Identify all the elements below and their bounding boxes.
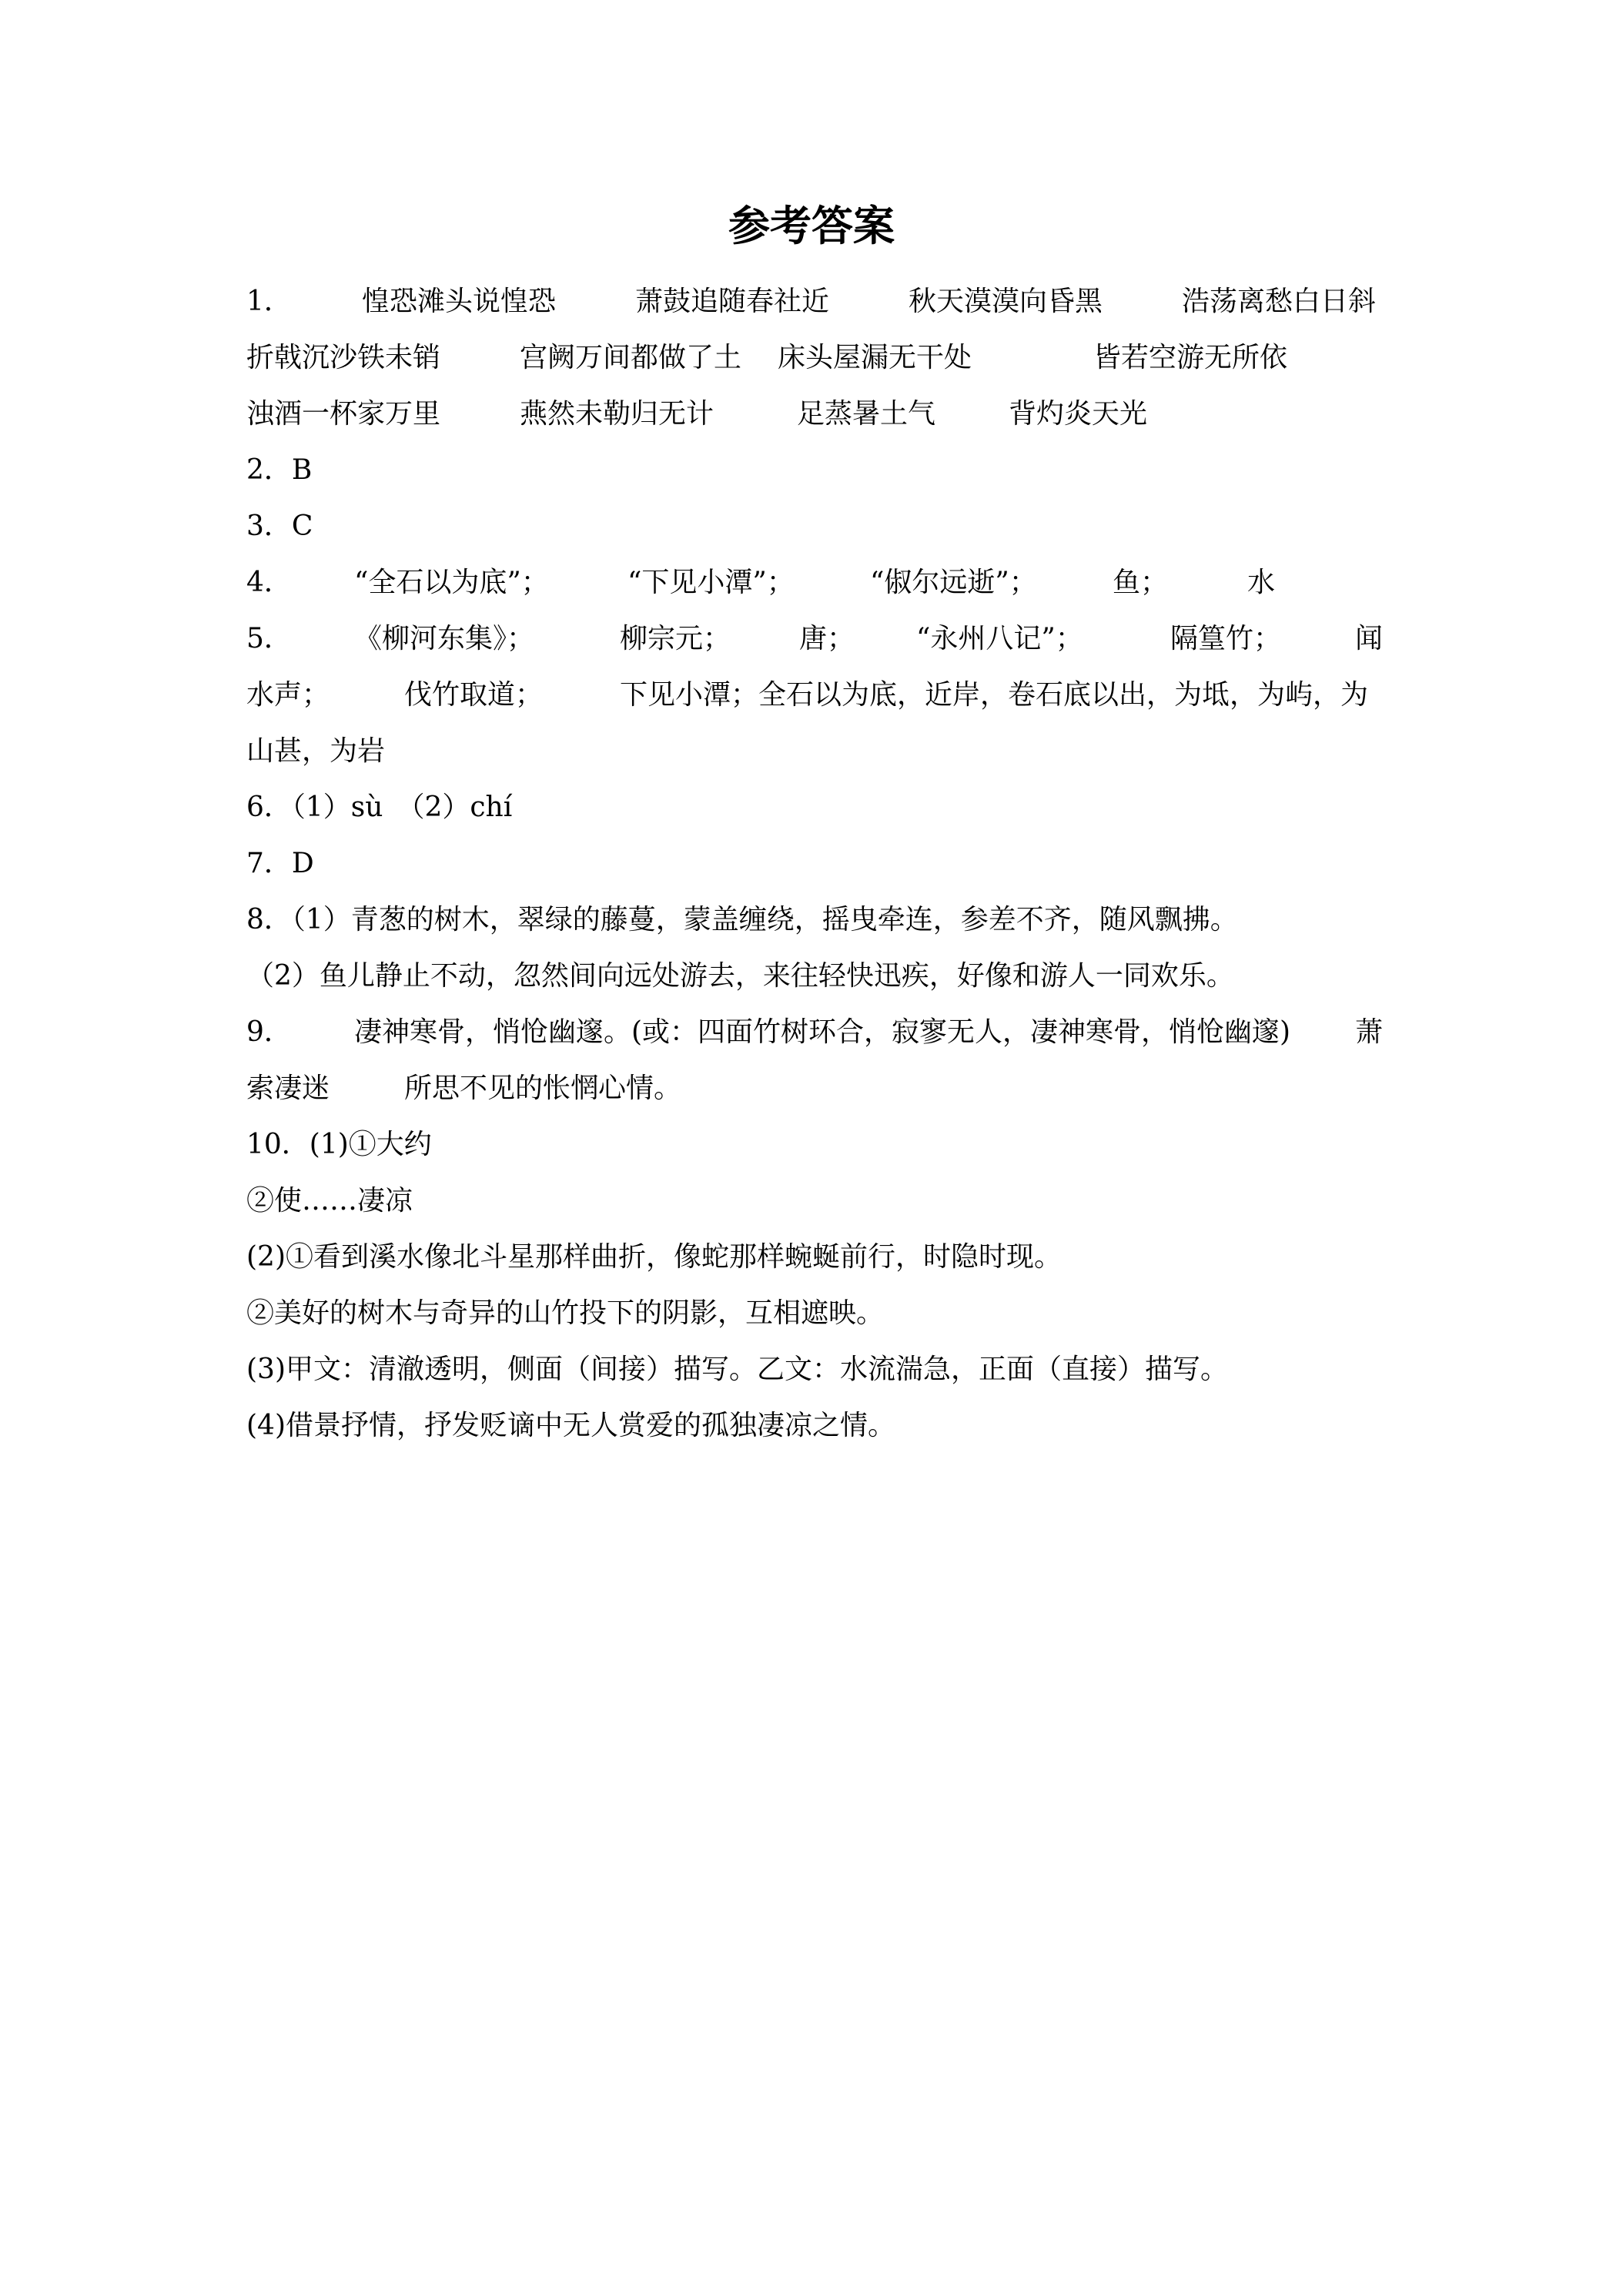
answer-item: 萧 (1355, 1016, 1384, 1048)
answer-item: 萧鼓追随春社近 (635, 286, 830, 317)
answer-item: 皆若空游无所依 (1093, 342, 1288, 373)
answer-9-row-1 (246, 1004, 1382, 1060)
answer-item: 宫阙万间都做了土 (520, 342, 742, 373)
answer-1-row-1 (246, 273, 1382, 330)
answer-5-row-3: 山甚，为岩 (246, 735, 386, 767)
answer-10-part-2-2: ②美好的树木与奇异的山竹投下的阴影，互相遮映。 (246, 1297, 885, 1329)
answer-2: 2．B (246, 454, 313, 486)
page-title: 参考答案 (728, 202, 895, 250)
answer-item: 浩荡离愁白日斜 (1182, 286, 1377, 317)
answer-10-part-2: (2)①看到溪水像北斗星那样曲折，像蛇那样蜿蜒前行，时隐时现。 (246, 1241, 1062, 1273)
answer-item: “全石以为底”； (354, 567, 549, 598)
answer-number: 1． (246, 286, 292, 317)
answer-item: 《柳河东集》； (354, 623, 535, 654)
answer-item: “永州八记”； (916, 623, 1083, 654)
answer-10-part-1-2: ②使……凄凉 (246, 1185, 413, 1217)
answer-list (246, 273, 1382, 1454)
answer-item: 秋天漠漠向昏黑 (909, 286, 1103, 317)
answer-item: 凄神寒骨，悄怆幽邃。(或：四面竹树环合，寂寥无人，凄神寒骨，悄怆幽邃) (354, 1016, 1291, 1048)
answer-5-row-2 (246, 667, 1382, 723)
answer-1-row-3 (246, 386, 1382, 442)
answer-9-row-2 (246, 1060, 1382, 1116)
answer-8-part-2: （2）鱼儿静止不动，忽然间向远处游去，来往轻快迅疾，好像和游人一同欢乐。 (246, 960, 1234, 992)
answer-item: 燕然未勒归无计 (520, 398, 714, 430)
answer-5-row-1 (246, 611, 1382, 667)
answer-item: 足蒸暑土气 (797, 398, 936, 430)
answer-1-row-2 (246, 330, 1382, 386)
answer-4 (246, 554, 1382, 611)
answer-number: 4． (246, 567, 292, 598)
answer-item: 所思不见的怅惘心情。 (404, 1073, 682, 1104)
answer-item: 下见小潭；全石以为底，近岸，卷石底以出，为坻，为屿，为 (620, 679, 1369, 711)
answer-6: 6．（1）sù （2）chí (246, 792, 513, 823)
answer-7: 7．D (246, 848, 314, 879)
answer-item: 索凄迷 (246, 1073, 330, 1104)
answer-item: 惶恐滩头说惶恐 (362, 286, 557, 317)
answer-item: 鱼； (1113, 567, 1169, 598)
answer-10-part-3: (3)甲文：清澈透明，侧面（间接）描写。乙文：水流湍急，正面（直接）描写。 (246, 1354, 1228, 1385)
answer-item: 隔篁竹； (1170, 623, 1282, 654)
answer-item: 伐竹取道； (404, 679, 544, 711)
answer-item: 背灼炎天光 (1009, 398, 1148, 430)
answer-item: 唐； (799, 623, 855, 654)
answer-item: 折戟沉沙铁未销 (246, 342, 441, 373)
answer-number: 9． (246, 1016, 292, 1048)
answer-item: “俶尔远逝”； (870, 567, 1037, 598)
answer-item: “下见小潭”； (627, 567, 795, 598)
answer-10-part-4: (4)借景抒情，抒发贬谪中无人赏爱的孤独凄凉之情。 (246, 1410, 895, 1441)
answer-item: 闻 (1355, 623, 1384, 654)
answer-number: 5． (246, 623, 292, 654)
answer-item: 床头屋漏无干处 (778, 342, 972, 373)
answer-3: 3．C (246, 510, 313, 542)
answer-item: 水声； (246, 679, 330, 711)
answer-8-part-1: 8．（1）青葱的树木，翠绿的藤蔓，蒙盖缠绕，摇曳牵连，参差不齐，随风飘拂。 (246, 904, 1238, 935)
answer-item: 浊酒一杯家万里 (246, 398, 441, 430)
answer-item: 水 (1247, 567, 1276, 598)
answer-10-part-1: 10．(1)①大约 (246, 1129, 432, 1160)
answer-item: 柳宗元； (620, 623, 731, 654)
